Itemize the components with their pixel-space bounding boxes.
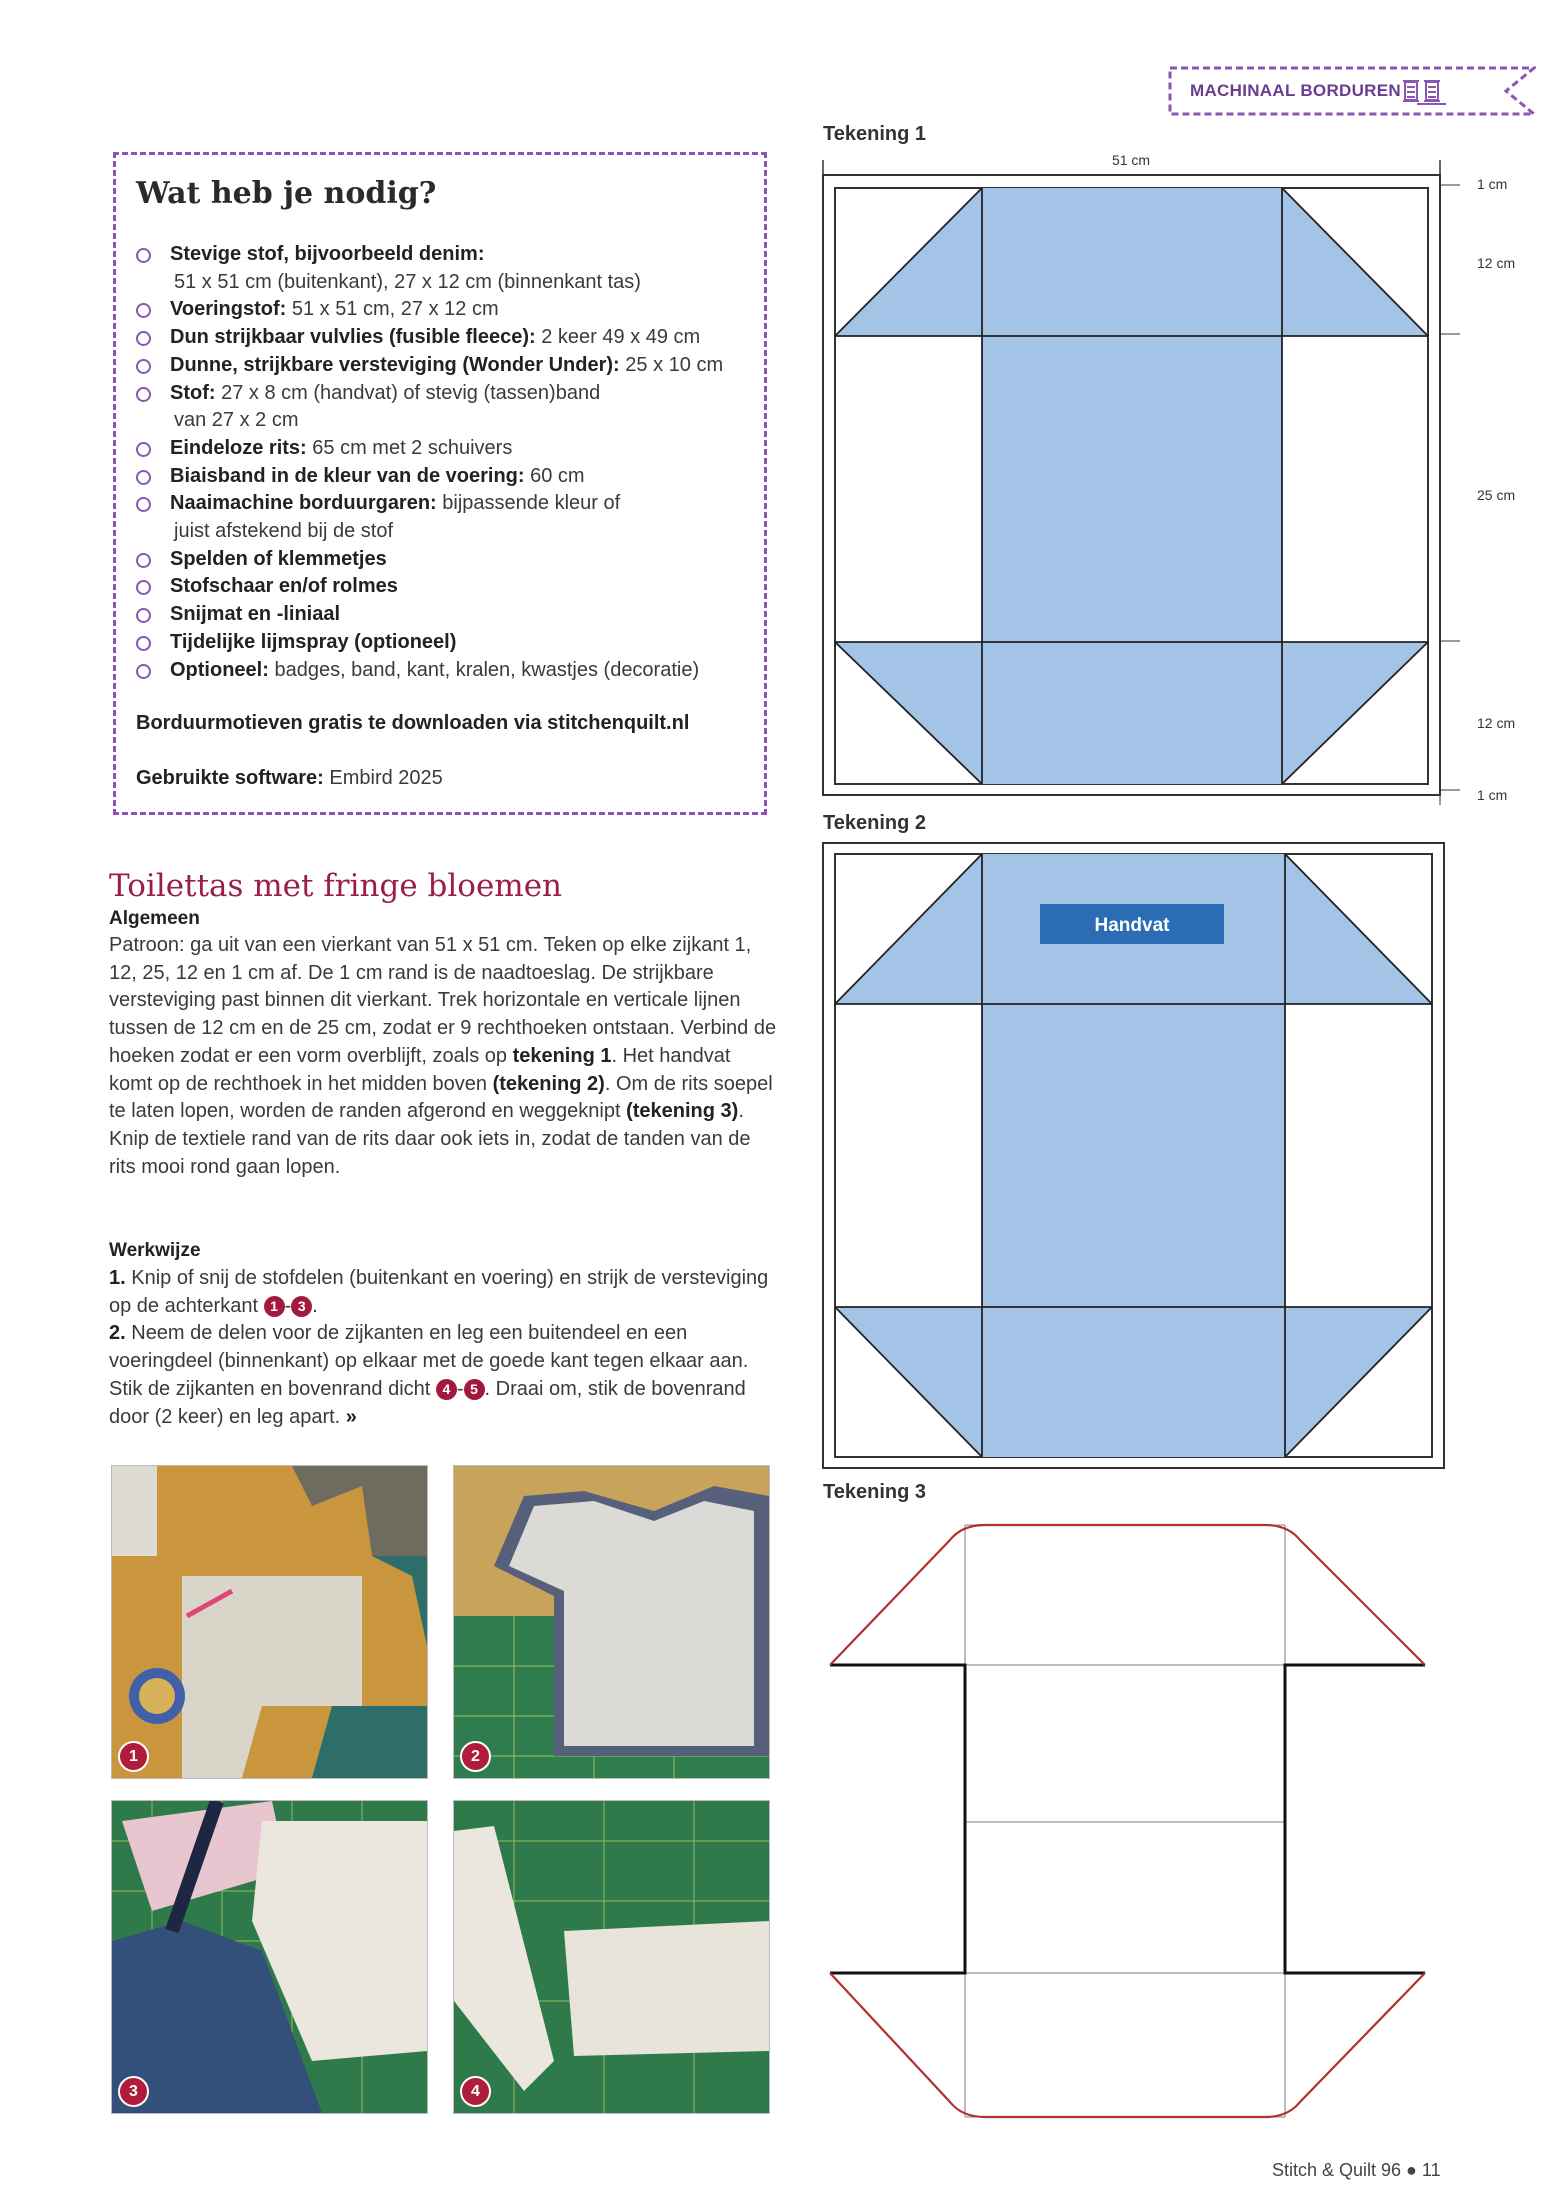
werkwijze-paragraph	[109, 1265, 777, 1431]
photo-badge: 3	[118, 2076, 149, 2107]
materials-item-name: Stevige stof, bijvoorbeeld denim:	[170, 243, 485, 265]
materials-item-name: Spelden of klemmetjes	[170, 547, 387, 570]
step-1-number: 1.	[109, 1267, 126, 1289]
materials-item	[134, 601, 754, 629]
section-tag-label: MACHINAAL BORDUREN	[1190, 81, 1401, 100]
materials-item	[134, 657, 754, 685]
checkbox-circle-icon	[136, 664, 151, 679]
step-1-end: .	[312, 1294, 318, 1317]
section-heading-algemeen: Algemeen	[109, 908, 200, 929]
checkbox-circle-icon	[136, 636, 151, 651]
materials-item-detail: 51 x 51 cm, 27 x 12 cm	[286, 298, 499, 321]
checkbox-circle-icon	[136, 387, 151, 402]
materials-item-name: Dunne, strijkbare versteviging (Wonder Under):	[170, 353, 620, 376]
photo-ref-badge: 3	[291, 1296, 312, 1317]
materials-item	[134, 546, 754, 574]
algemeen-paragraph	[109, 932, 777, 1181]
algemeen-ref-2: (tekening 2)	[492, 1072, 605, 1095]
materials-item-continued: juist afstekend bij de stof	[174, 520, 394, 543]
photo-ref-badge: 1	[264, 1296, 285, 1317]
materials-item	[134, 573, 754, 601]
materials-item-name: Snijmat en -liniaal	[170, 603, 341, 626]
checkbox-circle-icon	[136, 359, 151, 374]
materials-item-detail: 2 keer 49 x 49 cm	[535, 326, 701, 349]
checkbox-circle-icon	[136, 470, 151, 485]
checkbox-circle-icon	[136, 303, 151, 318]
materials-item	[134, 490, 754, 545]
checkbox-circle-icon	[136, 497, 151, 512]
checkbox-circle-icon	[136, 248, 151, 263]
algemeen-text-1: Patroon: ga uit van een vierkant van 51 x 51 cm. Teken op elke zijkant 1, 12, 25, 12 en 1 cm af. De 1 cm rand is de naadtoeslag. De strijkbare versteviging past binnen dit vierkant. Trek horizontale en verticale lijnen tussen de 12 cm en de 25 cm, zodat er 9 rechthoeken ontstaan. Verbind de hoeken zodat er een vorm overblijft, zoals op	[109, 934, 777, 1067]
photo-2	[453, 1465, 770, 1779]
algemeen-text-4: . Knip de textiele rand van de rits daar ook iets in, zodat de tanden van de rits mooi rond gaan lopen.	[109, 1100, 751, 1178]
page-footer: Stitch & Quilt 96 ● 11	[1272, 2160, 1441, 2180]
download-note: Borduurmotieven gratis te downloaden via stitchenquilt.nl	[136, 712, 690, 734]
checkbox-circle-icon	[136, 580, 151, 595]
side-label-4: 12 cm	[1477, 715, 1516, 731]
photo-ref-badge: 4	[436, 1379, 457, 1400]
materials-item-detail: badges, band, kant, kralen, kwastjes (decoratie)	[268, 658, 700, 681]
materials-item-continued: 51 x 51 cm (buitenkant), 27 x 12 cm (binnenkant tas)	[174, 270, 641, 293]
materials-item-name: Stofschaar en/of rolmes	[170, 575, 398, 598]
materials-item	[134, 463, 754, 491]
materials-item-continued: van 27 x 2 cm	[174, 409, 299, 432]
continue-arrow: »	[345, 1405, 357, 1428]
algemeen-text-3: . Om de rits soepel te laten lopen, worden de randen afgerond en weggeknipt	[109, 1072, 773, 1123]
photo-badge: 2	[460, 1741, 491, 1772]
materials-item-name: Biaisband in de kleur van de voering:	[170, 464, 525, 487]
range-dash: -	[284, 1294, 292, 1317]
materials-item	[134, 380, 754, 435]
handle-label: Handvat	[1094, 915, 1170, 936]
range-dash: -	[456, 1377, 464, 1400]
drawing-3	[815, 1505, 1455, 2135]
materials-item-name: Eindeloze rits:	[170, 436, 307, 459]
materials-item-detail: 27 x 8 cm (handvat) of stevig (tassen)band	[215, 381, 601, 404]
photo-4	[453, 1800, 770, 2114]
section-heading-werkwijze: Werkwijze	[109, 1240, 201, 1261]
photo-ref-badge: 5	[464, 1379, 485, 1400]
drawing-1	[815, 140, 1559, 820]
materials-item-name: Voeringstof:	[170, 298, 287, 321]
cut-outline	[830, 1525, 1425, 2117]
materials-item-name: Stof:	[170, 381, 216, 404]
algemeen-ref-1: tekening 1	[512, 1044, 612, 1067]
software-note	[136, 767, 443, 790]
materials-item-name: Dun strijkbaar vulvlies (fusible fleece):	[170, 326, 536, 349]
checkbox-circle-icon	[136, 442, 151, 457]
step-2-number: 2.	[109, 1322, 126, 1345]
step-2-end: . Draai om, stik de bovenrand door (2 keer) en leg apart.	[109, 1377, 746, 1428]
algemeen-ref-3: (tekening 3)	[626, 1100, 739, 1123]
checkbox-circle-icon	[136, 331, 151, 346]
materials-item-detail: bijpassende kleur of	[436, 492, 621, 515]
materials-item	[134, 241, 754, 296]
materials-title: Wat heb je nodig?	[136, 176, 437, 211]
drawing-1-caption: Tekening 1	[823, 123, 926, 145]
side-label-2: 12 cm	[1477, 255, 1516, 271]
side-label-3: 25 cm	[1477, 487, 1516, 503]
drawing-2-caption: Tekening 2	[823, 812, 926, 834]
materials-item-name: Optioneel:	[170, 658, 269, 681]
photo-3	[111, 1800, 428, 2114]
materials-item	[134, 324, 754, 352]
photo-badge: 1	[118, 1741, 149, 1772]
side-label-1: 1 cm	[1477, 176, 1508, 192]
software-label: Gebruikte software:	[136, 767, 324, 789]
materials-item	[134, 352, 754, 380]
photo-badge: 4	[460, 2076, 491, 2107]
side-label-5: 1 cm	[1477, 787, 1508, 803]
step-1-text: Knip of snij de stofdelen (buitenkant en voering) en strijk de versteviging op de achterkant	[109, 1267, 769, 1317]
width-label: 51 cm	[1111, 152, 1151, 168]
materials-list	[134, 241, 754, 684]
article-title: Toilettas met fringe bloemen	[109, 868, 563, 904]
materials-item	[134, 296, 754, 324]
photo-1	[111, 1465, 428, 1779]
step-2-text: Neem de delen voor de zijkanten en leg een buitendeel en een voeringdeel (binnenkant) op elkaar met de goede kant tegen elkaar aan. Stik de zijkanten en bovenrand dicht	[109, 1322, 749, 1400]
materials-item	[134, 629, 754, 657]
checkbox-circle-icon	[136, 553, 151, 568]
materials-item-detail: 25 x 10 cm	[619, 353, 724, 376]
thread-spools-icon	[1402, 78, 1448, 106]
materials-item	[134, 435, 754, 463]
software-value: Embird 2025	[323, 767, 443, 789]
drawing-3-caption: Tekening 3	[823, 1481, 926, 1503]
materials-item-detail: 65 cm met 2 schuivers	[306, 436, 513, 459]
algemeen-text-2: . Het handvat komt op de rechthoek in het midden boven	[109, 1044, 731, 1095]
checkbox-circle-icon	[136, 608, 151, 623]
drawing-2	[815, 835, 1465, 1475]
materials-item-detail: 60 cm	[524, 464, 585, 487]
materials-item-name: Tijdelijke lijmspray (optioneel)	[170, 630, 457, 653]
materials-item-name: Naaimachine borduurgaren:	[170, 492, 437, 515]
